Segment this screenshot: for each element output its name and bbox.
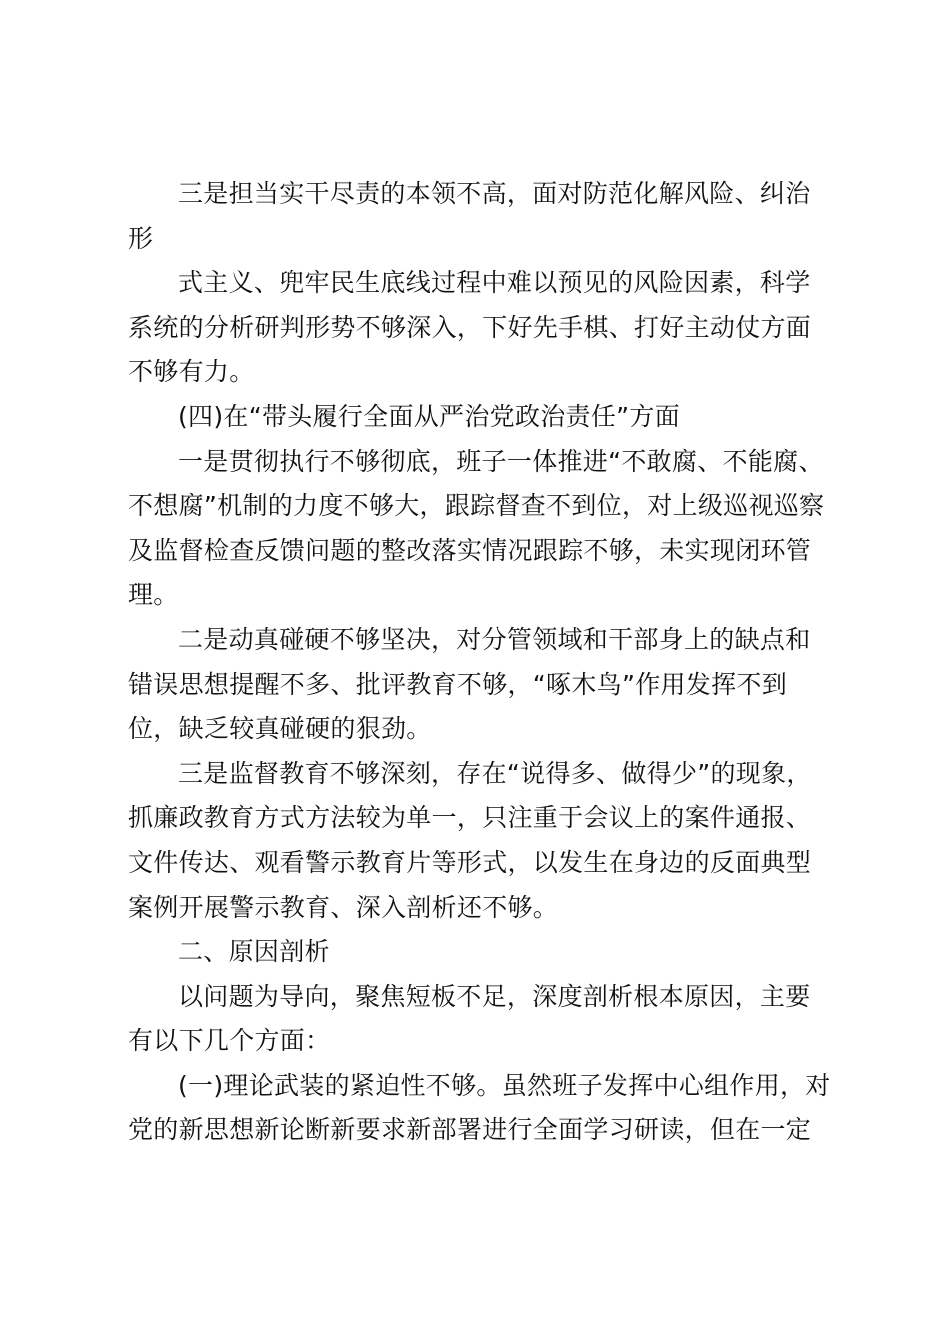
paragraph-line: 理。 — [128, 580, 179, 610]
paragraph-line: 形 — [128, 223, 154, 253]
paragraph-line: 抓廉政教育方式方法较为单一，只注重于会议上的案件通报、 — [128, 803, 812, 833]
paragraph-line: 二是动真碰硬不够坚决，对分管领域和干部身上的缺点和 — [178, 624, 811, 654]
paragraph-line: 错误思想提醒不多、批评教育不够，“啄木鸟”作用发挥不到 — [128, 669, 788, 699]
paragraph-line: (一)理论武装的紧迫性不够。虽然班子发挥中心组作用，对 — [178, 1070, 831, 1100]
paragraph-line: 不想腐”机制的力度不够大，跟踪督查不到位，对上级巡视巡察 — [128, 491, 825, 521]
paragraph-line: 三是监督教育不够深刻，存在“说得多、做得少”的现象， — [178, 758, 812, 788]
paragraph-line: 以问题为导向，聚焦短板不足，深度剖析根本原因，主要 — [178, 981, 811, 1011]
paragraph-line: 三是担当实干尽责的本领不高，面对防范化解风险、纠治 — [178, 179, 811, 208]
paragraph-line: 文件传达、观看警示教育片等形式，以发生在身边的反面典型 — [128, 847, 812, 877]
paragraph-line: 式主义、兜牢民生底线过程中难以预见的风险因素，科学 — [178, 268, 811, 298]
section-heading: 二、原因剖析 — [178, 937, 330, 967]
section-heading: (四)在“带头履行全面从严治党政治责任”方面 — [178, 401, 681, 431]
paragraph-line: 不够有力。 — [128, 357, 255, 387]
paragraph-line: 系统的分析研判形势不够深入，下好先手棋、打好主动仗方面 — [128, 312, 812, 342]
paragraph-line: 党的新思想新论断新要求新部署进行全面学习研读，但在一定 — [128, 1115, 812, 1145]
paragraph-line: 位，缺乏较真碰硬的狠劲。 — [128, 714, 432, 744]
document-body — [128, 172, 833, 1153]
paragraph-line: 有以下几个方面： — [128, 1026, 331, 1056]
paragraph-line: 及监督检查反馈问题的整改落实情况跟踪不够，未实现闭环管 — [128, 535, 812, 565]
paragraph-line: 一是贯彻执行不够彻底，班子一体推进“不敢腐、不能腐、 — [178, 446, 824, 476]
paragraph-line: 案例开展警示教育、深入剖析还不够。 — [128, 892, 559, 922]
